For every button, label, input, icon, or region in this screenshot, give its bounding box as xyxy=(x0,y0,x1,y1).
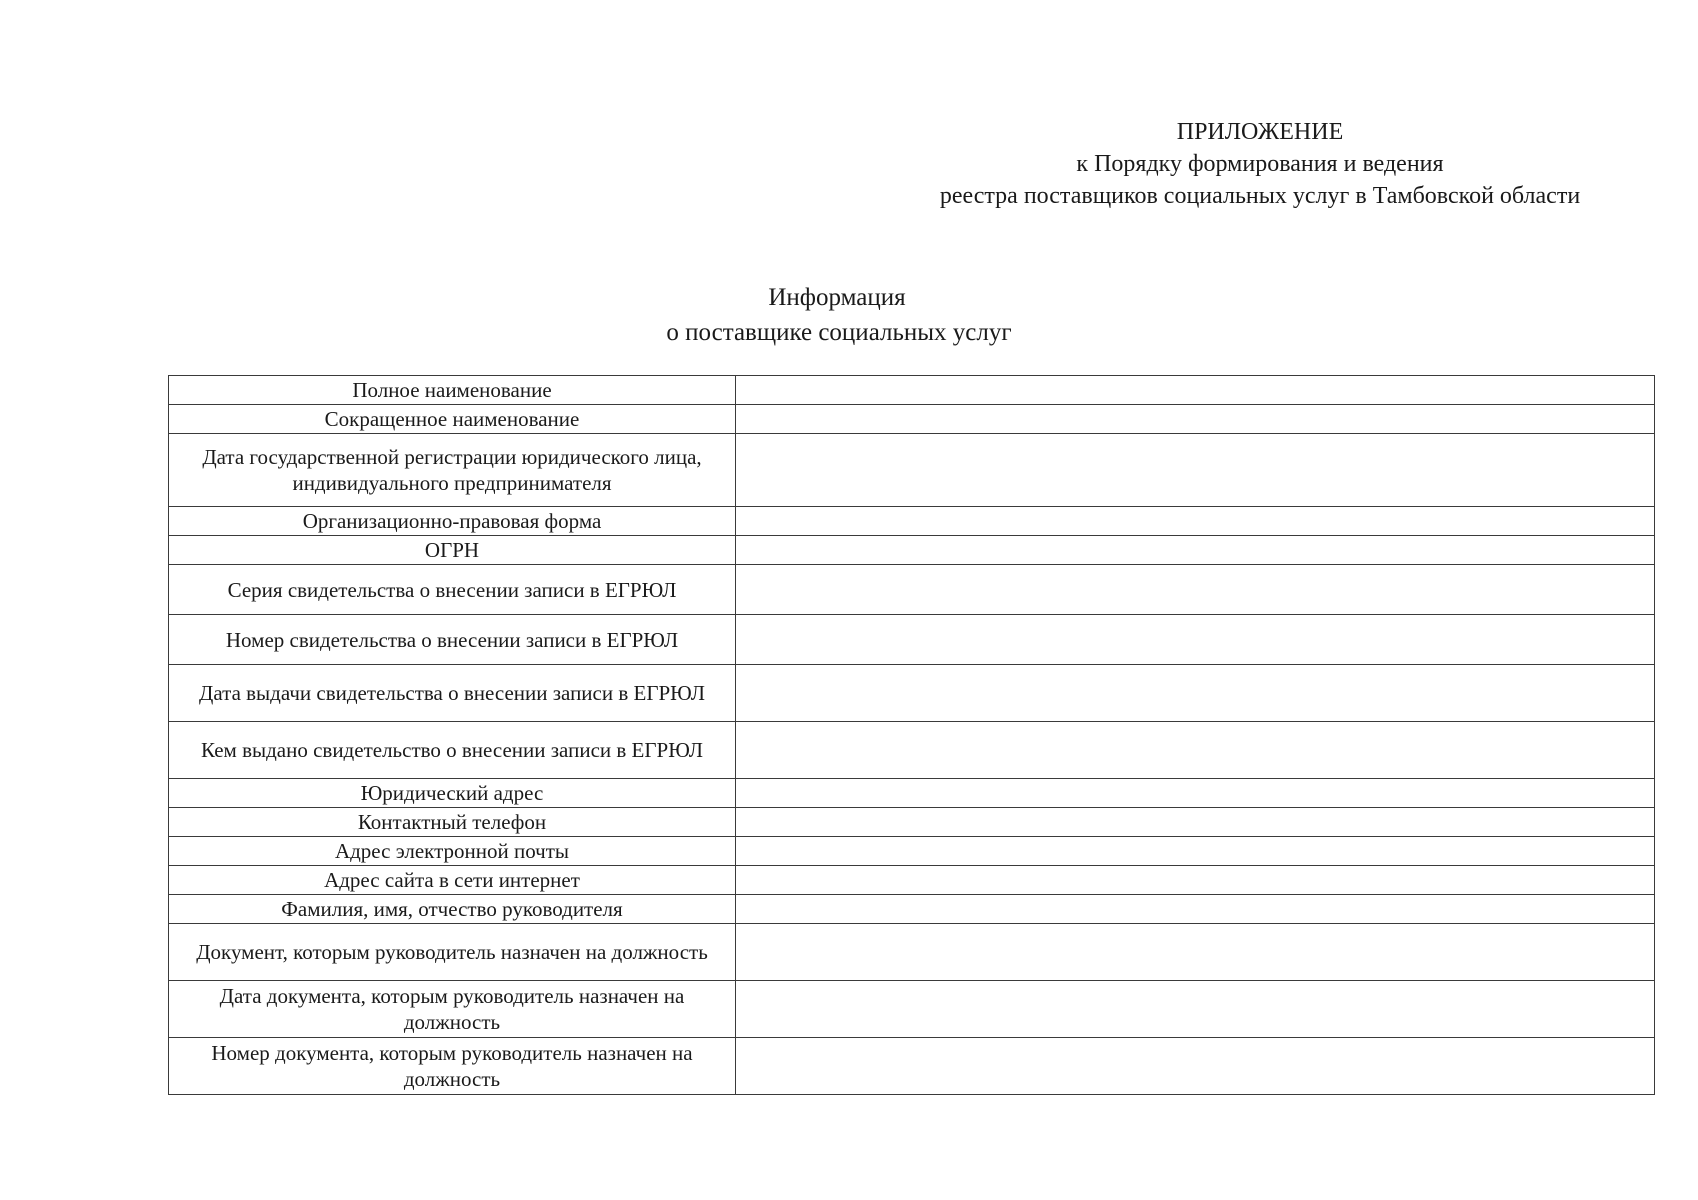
row-value-email[interactable] xyxy=(736,837,1655,866)
document-title xyxy=(0,280,1698,350)
row-value-certificate-issue-date[interactable] xyxy=(736,665,1655,722)
table-row xyxy=(169,615,1655,665)
row-label-text: Адрес электронной почты xyxy=(334,839,570,863)
row-value-short-name[interactable] xyxy=(736,405,1655,434)
table-row xyxy=(169,565,1655,615)
row-label-certificate-number xyxy=(169,615,736,665)
table-row xyxy=(169,779,1655,808)
row-label-certificate-series xyxy=(169,565,736,615)
appendix-reference-line: к Порядку формирования и ведения xyxy=(1076,151,1444,177)
row-label-appointment-document-date xyxy=(169,981,736,1038)
row-label-text: Номер свидетельства о внесении записи в ЕГРЮЛ xyxy=(225,627,679,652)
document-title-main: Информация xyxy=(768,284,906,311)
appendix-header xyxy=(760,116,1698,212)
table-row xyxy=(169,376,1655,405)
row-label-text: Номер документа, которым руководитель назначен на должность xyxy=(211,1041,693,1091)
row-value-certificate-number[interactable] xyxy=(736,615,1655,665)
row-label-text: Дата документа, которым руководитель назначен на должность xyxy=(219,984,685,1034)
appendix-registry-line: реестра поставщиков социальных услуг в Тамбовской области xyxy=(939,183,1581,209)
row-value-appointment-document-date[interactable] xyxy=(736,981,1655,1038)
row-label-certificate-issue-date xyxy=(169,665,736,722)
row-label-text: Дата выдачи свидетельства о внесении записи в ЕГРЮЛ xyxy=(199,681,705,705)
row-label-website xyxy=(169,866,736,895)
row-label-text: Кем выдано свидетельство о внесении записи в ЕГРЮЛ xyxy=(201,738,703,762)
row-label-full-name xyxy=(169,376,736,405)
row-value-appointment-document-number[interactable] xyxy=(736,1038,1655,1095)
row-value-ogrn[interactable] xyxy=(736,536,1655,565)
table-row xyxy=(169,981,1655,1038)
row-label-text: Юридический адрес xyxy=(360,781,544,805)
row-label-legal-form xyxy=(169,507,736,536)
table-row xyxy=(169,895,1655,924)
table-row xyxy=(169,536,1655,565)
table-row xyxy=(169,665,1655,722)
table-row xyxy=(169,808,1655,837)
row-label-text: Документ, которым руководитель назначен на должность xyxy=(196,940,708,964)
row-label-registration-date xyxy=(169,434,736,507)
row-label-text: Адрес сайта в сети интернет xyxy=(324,868,580,892)
row-label-certificate-issuer xyxy=(169,722,736,779)
row-label-text: Сокращенное наименование xyxy=(324,407,580,431)
appendix-heading: ПРИЛОЖЕНИЕ xyxy=(1176,119,1344,145)
row-label-text: Контактный телефон xyxy=(357,810,547,834)
row-label-text: Организационно-правовая форма xyxy=(302,509,602,533)
row-value-certificate-series[interactable] xyxy=(736,565,1655,615)
row-value-website[interactable] xyxy=(736,866,1655,895)
table-row xyxy=(169,1038,1655,1095)
row-label-text: ОГРН xyxy=(424,538,480,562)
row-label-email xyxy=(169,837,736,866)
row-label-appointment-document xyxy=(169,924,736,981)
row-value-legal-form[interactable] xyxy=(736,507,1655,536)
table-row xyxy=(169,924,1655,981)
table-row xyxy=(169,866,1655,895)
table-row xyxy=(169,434,1655,507)
row-label-director-name xyxy=(169,895,736,924)
table-row xyxy=(169,507,1655,536)
row-value-phone[interactable] xyxy=(736,808,1655,837)
row-value-full-name[interactable] xyxy=(736,376,1655,405)
row-label-text: Серия свидетельства о внесении записи в ЕГРЮЛ xyxy=(227,577,677,602)
row-label-text: Дата государственной регистрации юридического лица, индивидуального предпринимателя xyxy=(202,445,702,495)
row-value-registration-date[interactable] xyxy=(736,434,1655,507)
row-value-certificate-issuer[interactable] xyxy=(736,722,1655,779)
row-label-text: Полное наименование xyxy=(352,378,552,402)
row-label-short-name xyxy=(169,405,736,434)
row-label-ogrn xyxy=(169,536,736,565)
table-row xyxy=(169,405,1655,434)
row-label-legal-address xyxy=(169,779,736,808)
row-label-text: Фамилия, имя, отчество руководителя xyxy=(281,897,623,921)
row-label-phone xyxy=(169,808,736,837)
row-value-appointment-document[interactable] xyxy=(736,924,1655,981)
table-row xyxy=(169,837,1655,866)
document-title-subtitle: о поставщике социальных услуг xyxy=(666,319,1012,346)
provider-info-table xyxy=(168,375,1655,1095)
table-row xyxy=(169,722,1655,779)
row-value-legal-address[interactable] xyxy=(736,779,1655,808)
row-label-appointment-document-number xyxy=(169,1038,736,1095)
row-value-director-name[interactable] xyxy=(736,895,1655,924)
